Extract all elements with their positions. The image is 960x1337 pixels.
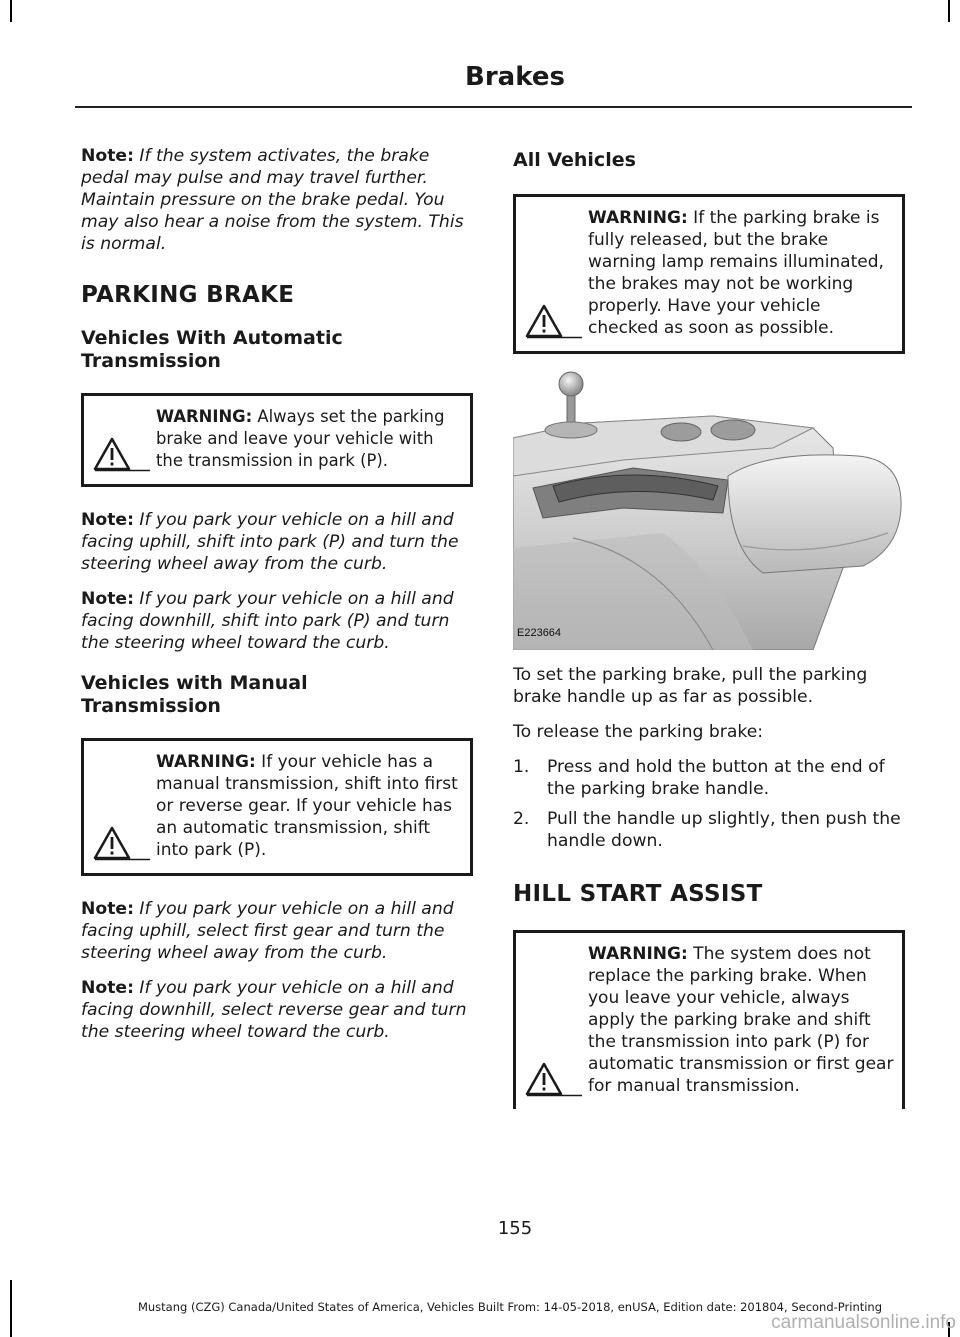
header-divider [75,106,912,108]
warning-triangle-icon [524,1061,582,1097]
left-column [81,145,473,1056]
note-uphill-manual: Note: If you park your vehicle on a hill and facing uphill, select first gear and turn the steering wheel away from the curb. [81,899,454,963]
figure-code: E223664 [517,627,562,639]
subheading-all-vehicles: All Vehicles [513,149,636,171]
section-title-parking-brake: PARKING BRAKE [81,282,295,308]
parking-brake-illustration [513,368,905,650]
footer-edition-info: Mustang (CZG) Canada/United States of America, Vehicles Built From: 14-05-2018, enUSA, Edition date: 201804, Second-Printing [137,1300,883,1314]
subheading-automatic: Vehicles With Automatic Transmission [81,327,343,372]
set-parking-brake-text: To set the parking brake, pull the parking brake handle up as far as possible. [513,665,868,707]
list-item: 1. Press and hold the button at the end of the parking brake handle. [513,757,885,799]
release-steps-list [513,756,905,852]
center-console-image [513,368,905,650]
warning-triangle-icon [92,825,150,861]
section-title-hill-start-assist: HILL START ASSIST [513,881,763,907]
note-downhill-manual: Note: If you park your vehicle on a hill and facing downhill, select reverse gear and turn the steering wheel toward the curb. [81,978,467,1042]
warning-triangle-icon [92,436,150,472]
watermark: carmanualsonline.info [771,1312,956,1333]
note-downhill-automatic: Note: If you park your vehicle on a hill and facing downhill, shift into park (P) and turn the steering wheel toward the curb. [81,589,454,653]
page-title: Brakes [465,62,565,92]
crop-mark-top-left [10,0,12,22]
subheading-manual: Vehicles with Manual Transmission [81,672,308,717]
warning-box-all-vehicles: WARNING: If the parking brake is fully released, but the brake warning lamp remains illuminated, the brakes may not be working properly. Have your vehicle checked as soon as possible. [513,194,905,354]
note-uphill-automatic: Note: If you park your vehicle on a hill and facing uphill, shift into park (P) and turn the steering wheel away from the curb. [81,510,459,574]
warning-box-manual: WARNING: If your vehicle has a manual transmission, shift into first or reverse gear. If your vehicle has an automatic transmission, shift into park (P). [81,738,473,876]
list-item: 2. Pull the handle up slightly, then push the handle down. [513,809,901,851]
release-parking-brake-text: To release the parking brake: [513,722,764,742]
warning-box-automatic: WARNING: Always set the parking brake and leave your vehicle with the transmission in park (P). [81,393,473,487]
note-brake-pedal: Note: If the system activates, the brake pedal may pulse and may travel further. Maintain pressure on the brake pedal. You may also hear a noise from the system. This is normal. [81,146,464,254]
warning-triangle-icon [524,303,582,339]
right-column [513,145,905,1131]
warning-box-hill-start: WARNING: The system does not replace the parking brake. When you leave your vehicle, always apply the parking brake and shift the transmission into park (P) for automatic transmission or first gear for manual transmission. [513,930,905,1109]
page-number: 155 [497,1218,533,1239]
crop-mark-top-right [948,0,950,22]
